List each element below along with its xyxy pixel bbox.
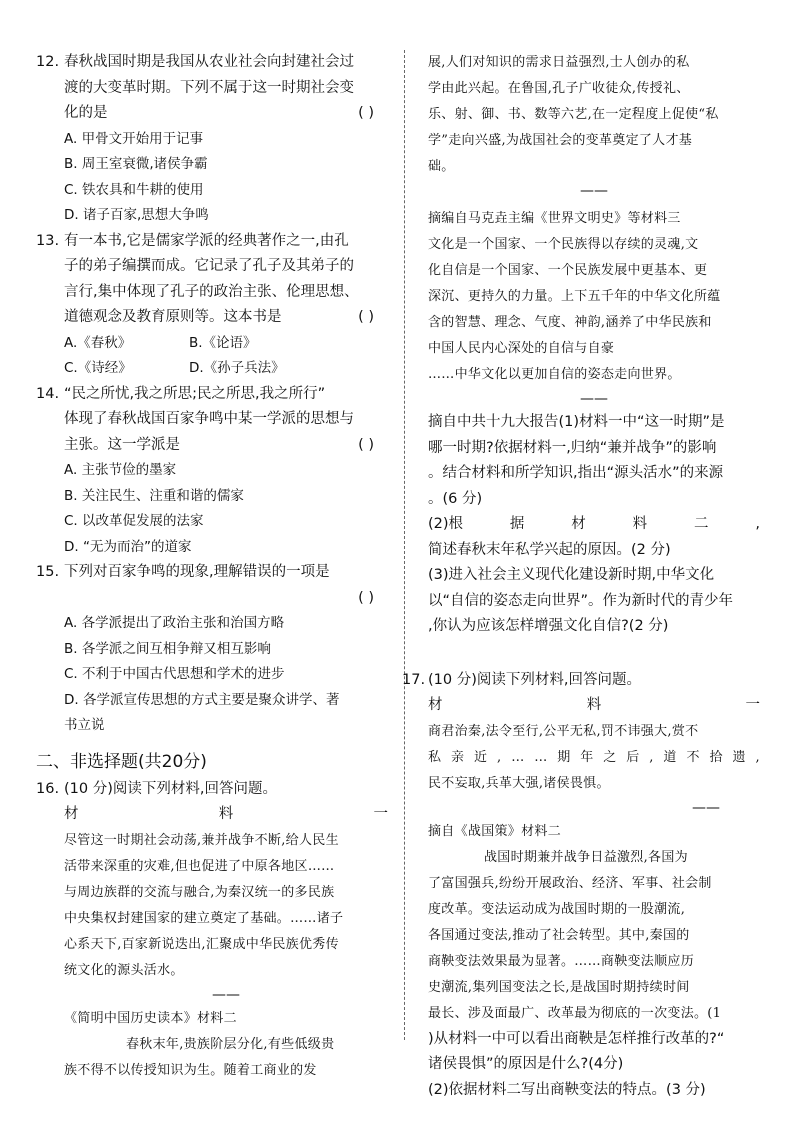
source-dash: —— — [580, 391, 608, 407]
question-14 — [36, 382, 388, 561]
sub-question-2-label: (2)根 据 材 料 二 , — [428, 516, 760, 532]
right-column — [402, 50, 760, 1103]
question-text-line: 言行,集中体现了孔子的政治主张、伦理思想、 — [64, 283, 359, 300]
sub-question-1: 摘自中共十九大报告(1)材料一中“这一时期”是 — [428, 414, 725, 430]
question-number: 16. — [36, 780, 60, 797]
material-text: 与周边族群的交流与融合,为秦汉统一的多民族 — [64, 884, 335, 900]
material-text: 战国时期兼并战争日益激烈,各国为 — [484, 849, 688, 865]
material-text: 中央集权封建国家的建立奠定了基础。……诸子 — [64, 910, 344, 926]
source-dash: —— — [580, 183, 608, 199]
question-number: 14. — [36, 385, 60, 402]
sub-question-1-line: 哪一时期?依据材料一,归纳“兼并战争”的影响 — [428, 439, 717, 456]
option-c: C. 不利于中国古代思想和学术的进步 — [64, 666, 285, 682]
sub-question-2: 简述春秋末年私学兴起的原因。(2 分) — [428, 541, 671, 558]
left-column — [36, 50, 388, 1084]
sub-question-1-line: 诸侯畏惧”的原因是什么?(4分) — [428, 1056, 624, 1072]
material-text: ……中华文化以更加自信的姿态走向世界。 — [428, 367, 681, 382]
material-text: 春秋末年,贵族阶层分化,有些低级贵 — [126, 1036, 335, 1052]
question-number: 12. — [36, 54, 60, 70]
material-text: 统文化的源头活水。 — [64, 962, 184, 978]
sub-question-1-line: 。结合材料和所学知识,指出“源头活水”的来源 — [428, 465, 724, 481]
material-text: 中国人民内心深处的自信与自豪 — [428, 341, 615, 356]
material-text: 心系天下,百家新说迭出,汇聚成中华民族优秀传 — [64, 936, 339, 952]
sub-question-3-line: 以“自信的姿态走向世界”。作为新时代的青少年 — [428, 592, 734, 609]
option-b: B.《论语》 — [189, 334, 257, 351]
material-text: 了富国强兵,纷纷开展政治、经济、军事、社会制 — [428, 875, 712, 891]
sub-question-3: (3)进入社会主义现代化建设新时期,中华文化 — [428, 567, 715, 583]
question-text-line: 渡的大变革时期。下列不属于这一时期社会变 — [64, 79, 354, 96]
answer-bracket: ( ) — [358, 436, 374, 453]
answer-bracket: ( ) — [358, 309, 374, 325]
material-text: 展,人们对知识的需求日益强烈,士人创办的私 — [428, 55, 690, 70]
option-c: C.《诗经》 — [64, 360, 132, 376]
question-text-line: 化的是 — [64, 105, 108, 121]
option-b: B. 关注民生、注重和谐的儒家 — [64, 487, 244, 504]
question-text-line: 春秋战国时期是我国从农业社会向封建社会过 — [64, 54, 354, 70]
source-dash: —— — [692, 799, 720, 816]
material-text: 各国通过变法,推动了社会转型。其中,秦国的 — [428, 927, 690, 943]
material-text: 学由此兴起。在鲁国,孔子广收徒众,传授礼、 — [428, 81, 690, 96]
material-text: 民不妄取,兵革大强,诸侯畏惧。 — [428, 775, 610, 791]
question-text-line: “民之所忧,我之所思;民之所思,我之所行” — [64, 385, 326, 402]
answer-bracket: ( ) — [358, 105, 374, 121]
question-text-line: 有一本书,它是儒家学派的经典著作之一,由孔 — [64, 232, 349, 249]
option-a: A. 甲骨文开始用于记事 — [64, 130, 204, 147]
question-12 — [36, 50, 388, 229]
material-text: 活带来深重的灾难,但也促进了中原各地区…… — [64, 858, 335, 874]
material-text: 尽管这一时期社会动荡,兼并战争不断,给人民生 — [64, 832, 339, 848]
question-intro: (10 分)阅读下列材料,回答问题。 — [428, 671, 641, 688]
material-text-spread: 私 亲 近 , … … 期 年 之 后 , 道 不 拾 遗 , — [428, 749, 760, 765]
question-17 — [402, 668, 760, 1104]
sub-question-1-line: 。(6 分) — [428, 490, 483, 507]
material-text: 学”走向兴盛,为战国社会的变革奠定了人才基 — [428, 133, 693, 148]
material-text: 商君治秦,法令至行,公平无私,罚不讳强大,赏不 — [428, 723, 699, 739]
material-text: 乐、射、御、书、数等六艺,在一定程度上促使“私 — [428, 107, 719, 122]
material-text: 商鞅变法效果最为显著。……商鞅变法顺应历 — [428, 953, 695, 969]
material-text: 族不得不以传授知识为生。随着工商业的发 — [64, 1062, 317, 1078]
material-text: 含的智慧、理念、气度、神韵,涵养了中华民族和 — [428, 315, 712, 330]
option-d: D. 诸子百家,思想大争鸣 — [64, 207, 209, 223]
option-c: C. 铁农具和牛耕的使用 — [64, 181, 204, 198]
material-1-label: 材 料 一 — [64, 806, 388, 822]
question-number: 15. — [36, 564, 60, 580]
option-d: D. “无为而治”的道家 — [64, 538, 192, 555]
material-text: 础。 — [428, 159, 455, 174]
question-number: 17. — [402, 671, 426, 688]
question-13 — [36, 229, 388, 382]
sub-question-2: (2)依据材料二写出商鞅变法的特点。(3 分) — [428, 1081, 706, 1098]
question-16 — [36, 777, 388, 1084]
material-text: 史潮流,集列国变法之长,是战国时期持续时间 — [428, 979, 690, 995]
option-d: D.《孙子兵法》 — [189, 360, 285, 376]
question-text-line: 主张。这一学派是 — [64, 436, 180, 453]
question-text-line: 下列对百家争鸣的现象,理解错误的一项是 — [64, 564, 330, 580]
question-text-line: 体现了春秋战国百家争鸣中某一学派的思想与 — [64, 411, 354, 427]
source-dash: —— — [212, 986, 240, 1003]
material-text: 文化是一个国家、一个民族得以存续的灵魂,文 — [428, 237, 699, 252]
material-1-label: 材 料 一 — [428, 697, 760, 713]
material-2-heading: 《简明中国历史读本》材料二 — [64, 1010, 237, 1026]
question-text-line: 道德观念及教育原则等。这本书是 — [64, 309, 282, 325]
sub-question-3-line: ,你认为应该怎样增强文化自信?(2 分) — [428, 618, 669, 634]
answer-bracket: ( ) — [358, 589, 374, 606]
option-b: B. 各学派之间互相争辩又相互影响 — [64, 640, 271, 657]
option-b: B. 周王室衰微,诸侯争霸 — [64, 156, 208, 172]
question-intro: (10 分)阅读下列材料,回答问题。 — [64, 780, 277, 797]
question-text-line: 子的弟子编撰而成。它记录了孔子及其弟子的 — [64, 258, 354, 274]
material-text: 最长、涉及面最广、改革最为彻底的一次变法。(1 — [428, 1005, 722, 1021]
option-a: A.《春秋》 — [64, 334, 132, 351]
question-15 — [36, 560, 388, 739]
material-2-heading: 摘自《战国策》材料二 — [428, 823, 562, 839]
section-heading: 二、非选择题(共20分) — [36, 751, 207, 772]
column-divider — [404, 50, 405, 1040]
material-text: 化自信是一个国家、一个民族发展中更基本、更 — [428, 263, 708, 278]
option-a: A. 各学派提出了政治主张和治国方略 — [64, 615, 285, 631]
option-c: C. 以改革促发展的法家 — [64, 513, 204, 529]
question-number: 13. — [36, 232, 60, 249]
material-3-heading: 摘编自马克垚主编《世界文明史》等材料三 — [428, 211, 681, 226]
option-d-continued: 书立说 — [64, 717, 105, 733]
option-d: D. 各学派宣传思想的方式主要是聚众讲学、著 — [64, 691, 340, 708]
material-text: 度改革。变法运动成为战国时期的一股潮流, — [428, 901, 686, 917]
option-a: A. 主张节俭的墨家 — [64, 462, 177, 478]
material-text: 深沉、更持久的力量。上下五千年的中华文化所蕴 — [428, 289, 721, 304]
sub-question-1: )从材料一中可以看出商鞅是怎样推行改革的?“ — [428, 1030, 725, 1047]
